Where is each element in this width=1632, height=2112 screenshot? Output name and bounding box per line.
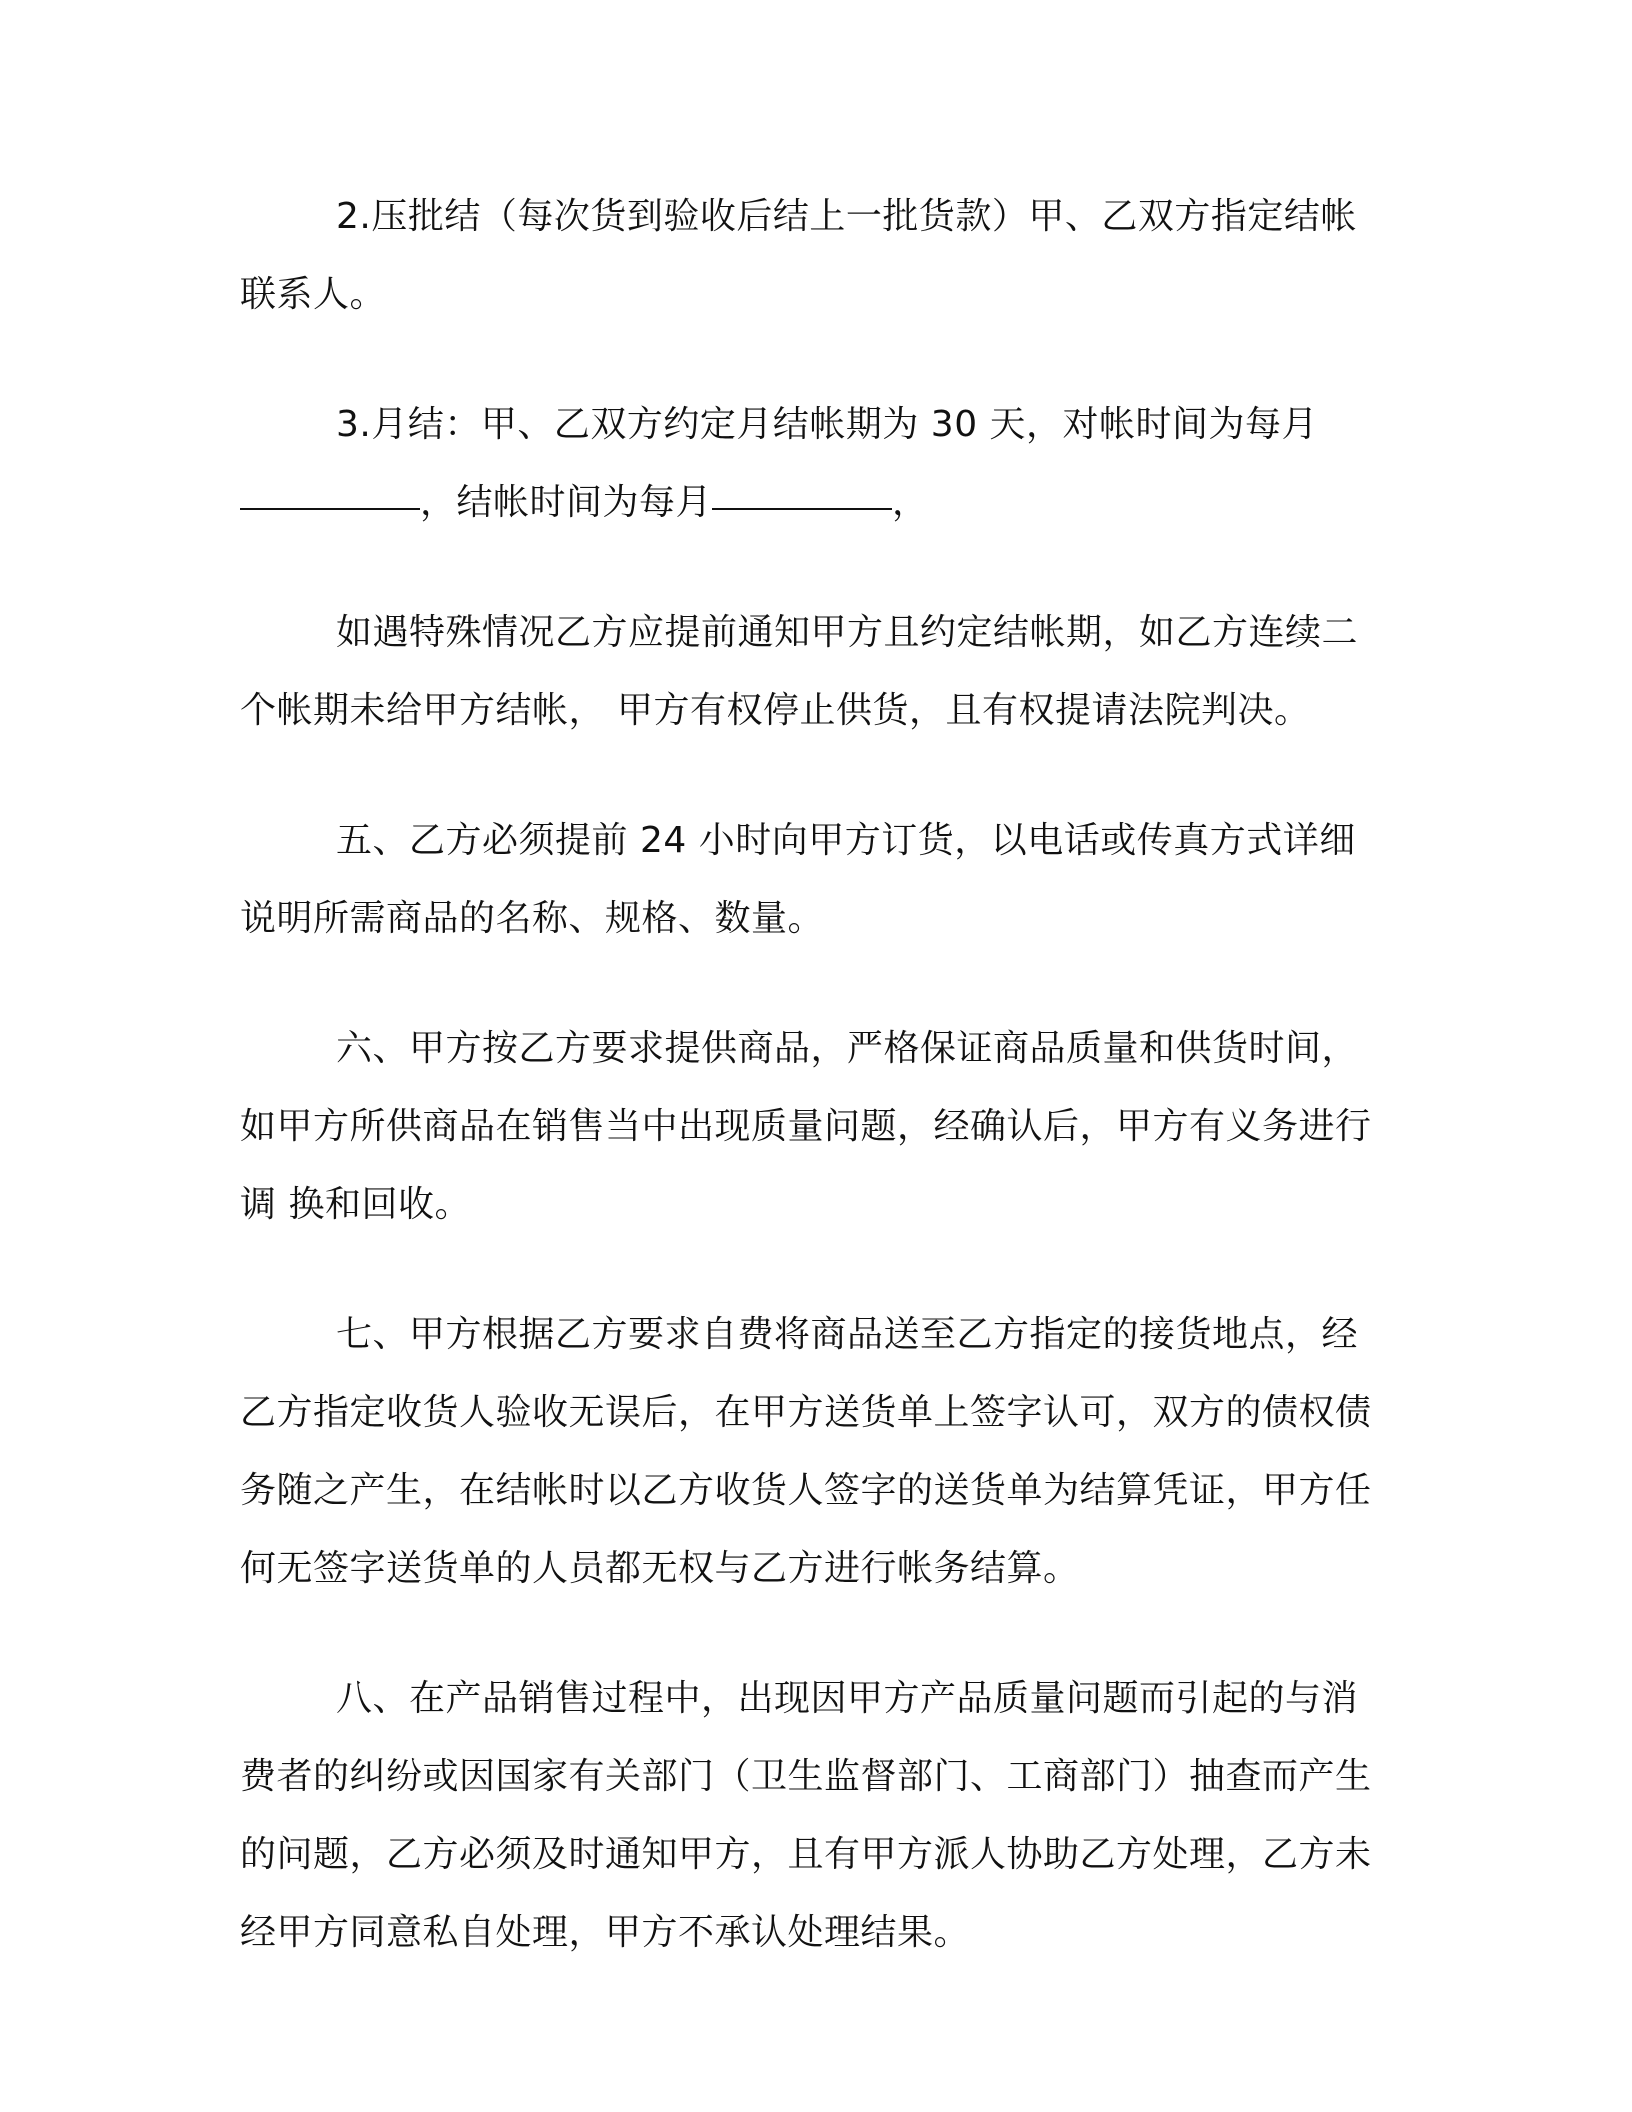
paragraph-text: 如遇特殊情况乙方应提前通知甲方且约定结帐期，如乙方连续二个帐期未给甲方结帐， 甲方有权停止供货，且有权提请法院判决。 (240, 612, 1359, 731)
paragraph-special-circumstances (240, 594, 1386, 750)
paragraph-text: 2.压批结（每次货到验收后结上一批货款）甲、乙双方指定结帐联系人。 (240, 196, 1357, 315)
paragraph-clause-6 (240, 1010, 1386, 1244)
paragraph-text: ， (892, 482, 929, 523)
paragraph-text: 六、甲方按乙方要求提供商品，严格保证商品质量和供货时间，如甲方所供商品在销售当中出现质量问题，经确认后，甲方有义务进行调 换和回收。 (240, 1028, 1372, 1225)
paragraph-text: 八、在产品销售过程中，出现因甲方产品质量问题而引起的与消费者的纠纷或因国家有关部门（卫生监督部门、工商部门）抽查而产生的问题，乙方必须及时通知甲方，且有甲方派人协助乙方处理，乙方未经甲方同意私自处理，甲方不承认处理结果。 (240, 1678, 1372, 1953)
paragraph-text: 七、甲方根据乙方要求自费将商品送至乙方指定的接货地点，经乙方指定收货人验收无误后，在甲方送货单上签字认可，双方的债权债务随之产生，在结帐时以乙方收货人签字的送货单为结算凭证，甲方任何无签字送货单的人员都无权与乙方进行帐务结算。 (240, 1314, 1372, 1589)
fill-in-blank-reconcile-date (240, 507, 420, 510)
paragraph-clause-5 (240, 802, 1386, 958)
paragraph-text: ，结帐时间为每月 (420, 482, 713, 523)
paragraph-payment-method-3 (240, 386, 1386, 542)
paragraph-clause-8 (240, 1660, 1386, 1972)
paragraph-payment-method-2 (240, 178, 1386, 334)
paragraph-clause-7 (240, 1296, 1386, 1608)
paragraph-text: 五、乙方必须提前 24 小时向甲方订货，以电话或传真方式详细说明所需商品的名称、规格、数量。 (240, 820, 1356, 939)
paragraph-text: 3.月结：甲、乙双方约定月结帐期为 30 天，对帐时间为每月 (336, 404, 1319, 445)
document-body (240, 178, 1386, 2024)
fill-in-blank-settle-date (712, 507, 892, 510)
